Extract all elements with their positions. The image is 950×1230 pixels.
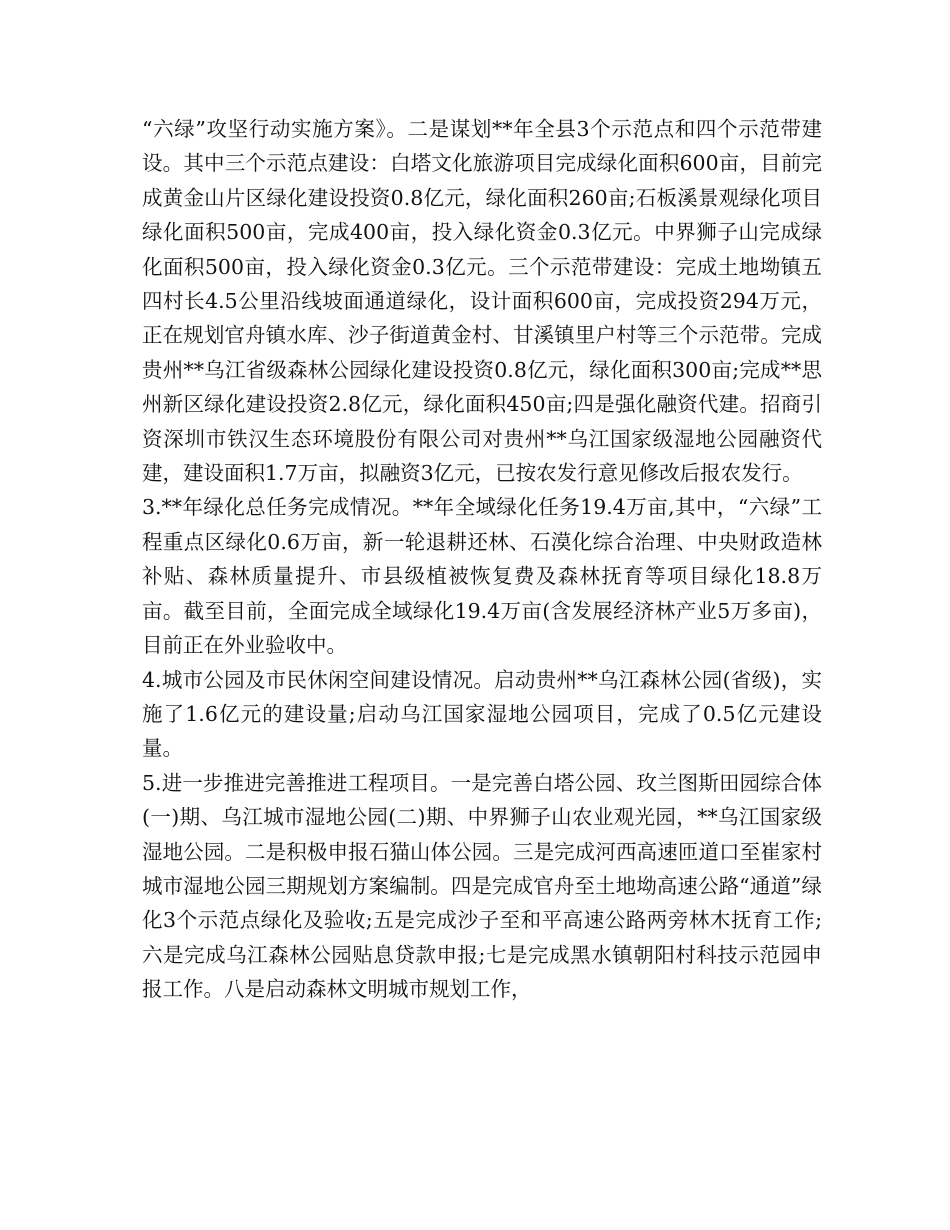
paragraph-engineering-projects: 5.进一步推进完善推进工程项目。一是完善白塔公园、玫兰图斯田园综合体(一)期、乌江城市湿地公园(二)期、中界狮子山农业观光园，**乌江国家级湿地公园。二是积极申报石猫山体公园。三是完成河西高速匝道口至崔家村城市湿地公园三期规划方案编制。四是完成官舟至土地坳高速公路“通道”绿化3个示范点绿化及验收;五是完成沙子至和平高速公路两旁林木抚育工作;六是完成乌江森林公园贴息贷款申报;七是完成黑水镇朝阳村科技示范园申报工作。八是启动森林文明城市规划工作，: [142, 770, 822, 1002]
paragraph-greening-plan-continuation: “六绿”攻坚行动实施方案》。二是谋划**年全县3个示范点和四个示范带建设。其中三个示范点建设：白塔文化旅游项目完成绿化面积600亩，目前完成黄金山片区绿化建设投资0.8亿元，绿化面积260亩;石板溪景观绿化项目绿化面积500亩，完成400亩，投入绿化资金0.3亿元。中界狮子山完成绿化面积500亩，投入绿化资金0.3亿元。三个示范带建设：完成土地坳镇五四村长4.5公里沿线坡面通道绿化，设计面积600亩，完成投资294万元，正在规划官舟镇水库、沙子街道黄金村、甘溪镇里户村等三个示范带。完成贵州**乌江省级森林公园绿化建设投资0.8亿元，绿化面积300亩;完成**思州新区绿化建设投资2.8亿元，绿化面积450亩;四是强化融资代建。招商引资深圳市铁汉生态环境股份有限公司对贵州**乌江国家级湿地公园融资代建，建设面积1.7万亩，拟融资3亿元，已按农发行意见修改后报农发行。: [142, 117, 822, 486]
paragraph-total-greening-task: 3.**年绿化总任务完成情况。**年全域绿化任务19.4万亩,其中，“六绿”工程重点区绿化0.6万亩，新一轮退耕还林、石漠化综合治理、中央财政造林补贴、森林质量提升、市县级植被恢复费及森林抚育等项目绿化18.8万亩。截至目前，全面完成全域绿化19.4万亩(含发展经济林产业5万多亩)，目前正在外业验收中。: [142, 495, 822, 658]
paragraph-city-parks: 4.城市公园及市民休闲空间建设情况。启动贵州**乌江森林公园(省级)，实施了1.6亿元的建设量;启动乌江国家湿地公园项目，完成了0.5亿元建设量。: [142, 667, 822, 761]
document-body: [142, 112, 822, 1007]
